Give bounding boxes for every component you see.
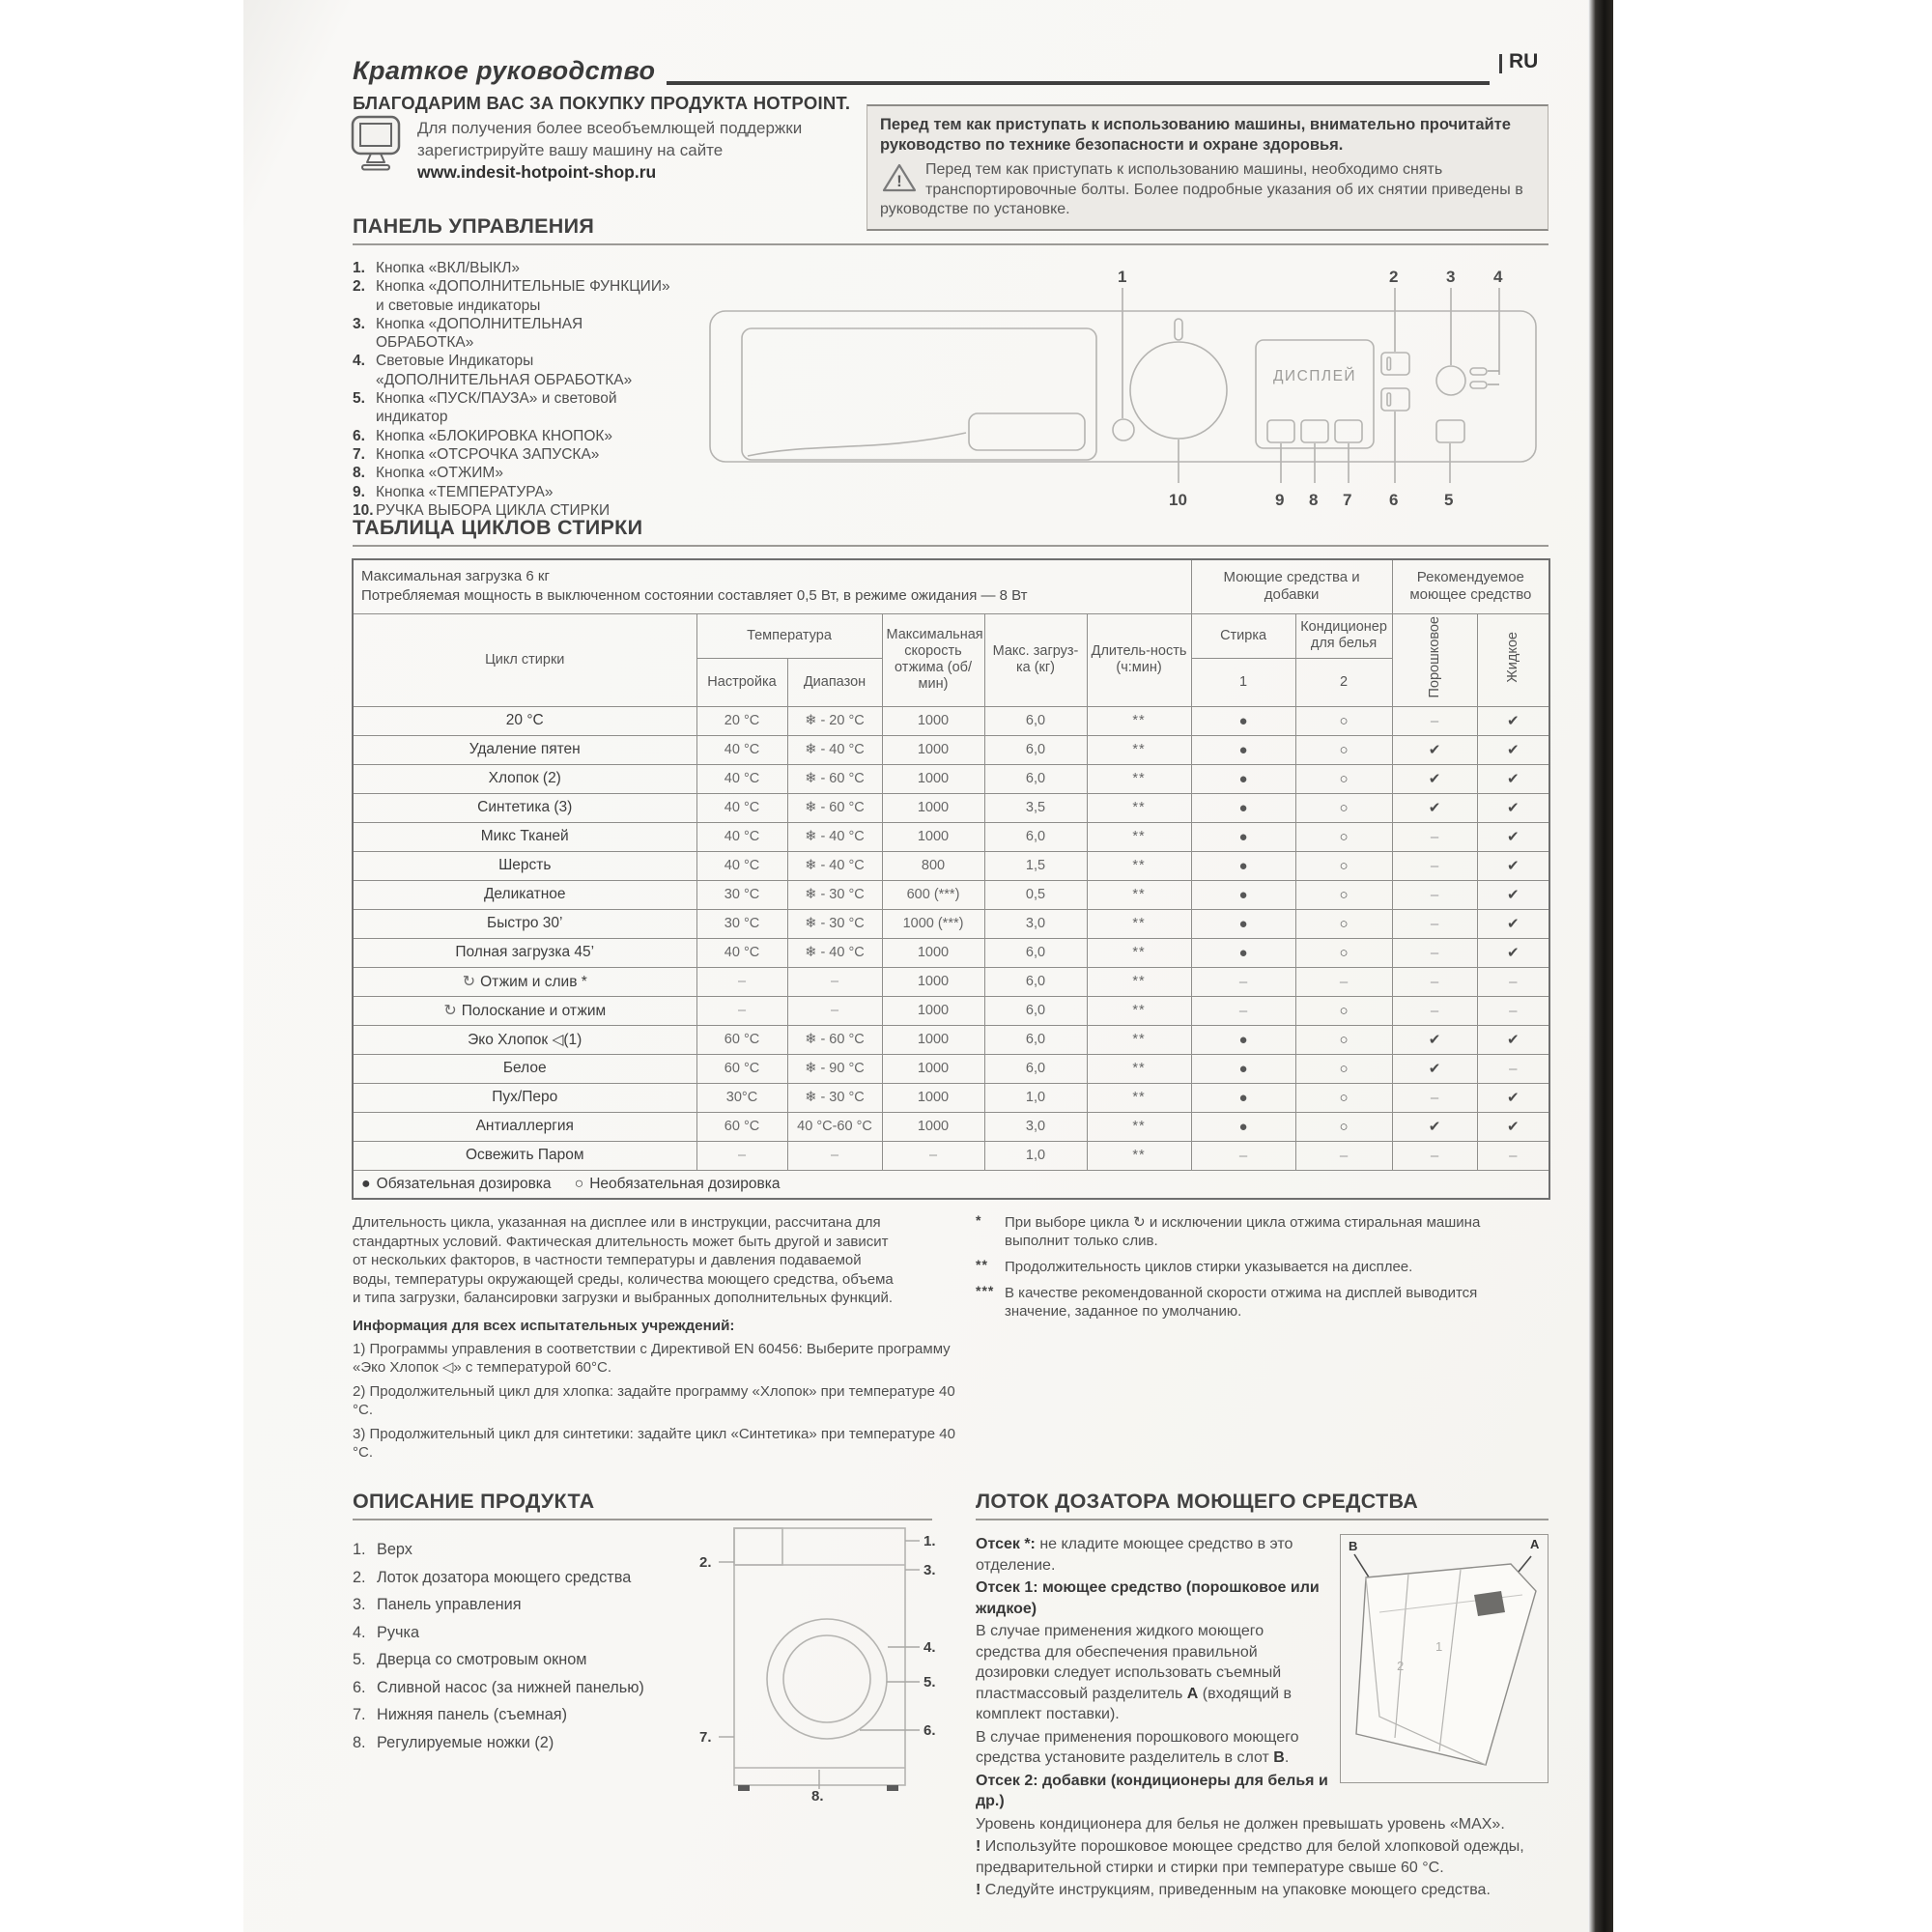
cycle-cell-range: ❄ - 60 °C (787, 1025, 882, 1054)
cycle-cell-soft: ○ (1295, 851, 1392, 880)
rinse-spin-icon: ↻ (443, 1003, 457, 1019)
warning-note: ! Перед тем как приступать к использованию машины, необходимо снять транспортировочные болты. Более подробные указания об их снятии приведены в руководстве по установке. (880, 161, 1523, 217)
group-detergents: Моющие средства и добавки (1191, 559, 1392, 613)
language-tick (1499, 54, 1502, 73)
callout-8: 8 (1309, 491, 1319, 509)
cycle-cell-dur: ** (1087, 735, 1191, 764)
product-list-item: 8. Регулируемые ножки (2) (353, 1733, 554, 1751)
cycle-row (353, 851, 1549, 880)
cycle-cell-dur: ** (1087, 706, 1191, 735)
col-cycle: Цикл стирки (353, 613, 696, 706)
cycle-cell-soft: ○ (1295, 880, 1392, 909)
cycle-cell-liquid: ✔ (1477, 735, 1549, 764)
cycle-cell-speed: 1000 (882, 735, 984, 764)
cycle-cell-range: ❄ - 60 °C (787, 764, 882, 793)
product-list-item: 4. Ручка (353, 1623, 420, 1641)
col-wash-num: 1 (1191, 658, 1295, 706)
cycle-cell-speed: 1000 (882, 1083, 984, 1112)
test-info-item: 3) Продолжительный цикл для синтетики: задайте цикл «Синтетика» при температуре 40 °C. (353, 1425, 955, 1461)
section-rule (353, 545, 1548, 547)
cycle-cell-dur: ** (1087, 822, 1191, 851)
test-info-item: 1) Программы управления в соответствии с Директивой EN 60456: Выберите программу «Эко Хлопок ◁» с температурой 60°C. (353, 1340, 951, 1376)
panel-list-item: 4. Световые Индикаторы «ДОПОЛНИТЕЛЬНАЯ ОБРАБОТКА» (353, 353, 633, 388)
cycle-cell-load: 1,0 (984, 1141, 1087, 1170)
cycle-cell-range: ❄ - 40 °C (787, 851, 882, 880)
cycle-cell-range: ❄ - 60 °C (787, 793, 882, 822)
cycle-name-cell: Антиаллергия (353, 1112, 696, 1141)
cycle-name-cell: Пух/Перо (353, 1083, 696, 1112)
cycle-cell-dur: ** (1087, 1141, 1191, 1170)
cycle-cell-set: 30 °C (696, 880, 787, 909)
cycle-cell-wash: ● (1191, 735, 1295, 764)
warning-box (867, 104, 1548, 231)
cycle-row (353, 706, 1549, 735)
cycle-name-cell: Шерсть (353, 851, 696, 880)
register-online-icon (350, 114, 404, 172)
cycle-cell-wash: ● (1191, 1112, 1295, 1141)
col-liquid: Жидкое (1477, 613, 1549, 706)
cycle-cell-speed: 600 (***) (882, 880, 984, 909)
cycle-cell-soft: ○ (1295, 996, 1392, 1025)
callout-4: 4 (1493, 268, 1503, 286)
cycle-cell-set: – (696, 967, 787, 996)
delay-button-glyph (1335, 420, 1362, 442)
cycle-cell-liquid: – (1477, 996, 1549, 1025)
dispenser-paragraph: ! Используйте порошковое моющее средство для белой хлопковой одежды, предварительной стирки и стирки при температуре свыше 60 °C. (976, 1838, 1524, 1876)
cycle-cell-powder: – (1392, 909, 1477, 938)
cycle-cell-set: 60 °C (696, 1054, 787, 1083)
cycle-cell-dur: ** (1087, 1025, 1191, 1054)
cycle-cell-load: 6,0 (984, 1025, 1087, 1054)
cycle-cell-dur: ** (1087, 880, 1191, 909)
cycle-cell-wash: ● (1191, 1054, 1295, 1083)
cycle-cell-liquid: ✔ (1477, 909, 1549, 938)
cycle-cell-wash: ● (1191, 793, 1295, 822)
cycle-cell-liquid: ✔ (1477, 822, 1549, 851)
cycle-cell-liquid: ✔ (1477, 764, 1549, 793)
machine-callout-8: 8. (811, 1788, 824, 1803)
cycle-cell-wash: – (1191, 1141, 1295, 1170)
callout-7: 7 (1343, 491, 1352, 509)
cycle-cell-powder: – (1392, 880, 1477, 909)
language-badge: RU (1509, 50, 1539, 72)
cycle-cell-speed: 1000 (882, 1025, 984, 1054)
cycle-cell-load: 6,0 (984, 967, 1087, 996)
cycle-row (353, 1112, 1549, 1141)
cycle-name-cell: Хлопок (2) (353, 764, 696, 793)
cycle-cell-range: 40 °C-60 °C (787, 1112, 882, 1141)
footnotes-left (353, 1213, 976, 1462)
extra-functions-button-glyph (1381, 353, 1409, 375)
machine-callout-7: 7. (699, 1729, 712, 1746)
cycle-cell-set: 40 °C (696, 764, 787, 793)
power-button-glyph (1113, 419, 1134, 440)
cycle-cell-soft: ○ (1295, 706, 1392, 735)
duration-note: Длительность цикла, указанная на дисплее или в инструкции, рассчитана для стандартных условий. Фактическая длительность может быть другой и зависит от нескольких факторов, в частности температуры и давления подаваемой воды, температуры окружающей среды, количества моющего средства, объема и типа загрузки, балансировки загрузки и выбранных дополнительных функций. (353, 1214, 894, 1306)
test-info-item: 2) Продолжительный цикл для хлопка: задайте программу «Хлопок» при температуре 40 °C. (353, 1382, 955, 1418)
cycle-cell-load: 1,0 (984, 1083, 1087, 1112)
cycle-cell-soft: ○ (1295, 1112, 1392, 1141)
cycle-cell-powder: ✔ (1392, 1054, 1477, 1083)
cycle-cell-speed: 1000 (882, 996, 984, 1025)
cycle-cell-load: 6,0 (984, 735, 1087, 764)
cycle-cell-dur: ** (1087, 909, 1191, 938)
panel-list-item: 1. Кнопка «ВКЛ/ВЫКЛ» (353, 260, 520, 276)
panel-list-item: 7. Кнопка «ОТСРОЧКА ЗАПУСКА» (353, 445, 600, 463)
cycle-cell-wash: ● (1191, 851, 1295, 880)
cycle-row (353, 822, 1549, 851)
cycle-row (353, 880, 1549, 909)
cycle-cell-set: 20 °C (696, 706, 787, 735)
cycle-cell-set: 40 °C (696, 735, 787, 764)
cycle-cell-liquid: – (1477, 1054, 1549, 1083)
cycle-cell-liquid: ✔ (1477, 851, 1549, 880)
indicator-led-glyph (1470, 368, 1487, 375)
cycle-table (352, 558, 1550, 1200)
cycle-cell-set: 60 °C (696, 1025, 787, 1054)
cycle-cell-dur: ** (1087, 793, 1191, 822)
cycle-cell-wash: ● (1191, 822, 1295, 851)
col-temperature: Температура (696, 613, 882, 658)
page-edge-shadow (1588, 0, 1613, 1932)
cycle-cell-soft: ○ (1295, 909, 1392, 938)
display-outline (1256, 340, 1374, 448)
cycle-cell-soft: ○ (1295, 1054, 1392, 1083)
cycle-cell-speed: 800 (882, 851, 984, 880)
cycle-cell-range: ❄ - 40 °C (787, 822, 882, 851)
warning-bold-text: Перед тем как приступать к использованию машины, внимательно прочитайте руководство по технике безопасности и охране здоровья. (880, 116, 1511, 154)
cycle-cell-range: ❄ - 30 °C (787, 880, 882, 909)
cycle-cell-speed: 1000 (882, 706, 984, 735)
cycle-row (353, 793, 1549, 822)
cycle-cell-dur: ** (1087, 1054, 1191, 1083)
cycle-cell-set: – (696, 1141, 787, 1170)
cycle-cell-powder: ✔ (1392, 1025, 1477, 1054)
cycle-cell-soft: ○ (1295, 1025, 1392, 1054)
cycle-cell-soft: – (1295, 967, 1392, 996)
cycle-cell-liquid: ✔ (1477, 1025, 1549, 1054)
cycle-cell-liquid: ✔ (1477, 793, 1549, 822)
test-info-heading: Информация для всех испытательных учреждений: (353, 1317, 735, 1334)
cycle-cell-liquid: ✔ (1477, 1112, 1549, 1141)
register-text: Для получения более всеобъемлющей поддержки зарегистрируйте вашу машину на сайте www.indesit-hotpoint-shop.ru (417, 118, 881, 184)
test-info-items (353, 1340, 976, 1462)
cycle-cell-wash: ● (1191, 1083, 1295, 1112)
key-lock-button-glyph (1381, 388, 1409, 411)
cycle-row (353, 1054, 1549, 1083)
start-pause-button-glyph (1436, 420, 1464, 442)
cycle-cell-speed: 1000 (882, 793, 984, 822)
cycle-cell-set: 40 °C (696, 938, 787, 967)
cycle-cell-soft: ○ (1295, 735, 1392, 764)
washing-machine-diagram (667, 1509, 947, 1803)
cycle-cell-load: 6,0 (984, 938, 1087, 967)
divider-insert-glyph (1474, 1591, 1505, 1616)
cycle-cell-wash: – (1191, 967, 1295, 996)
title-rule (667, 81, 1490, 85)
cycle-cell-powder: – (1392, 851, 1477, 880)
dispenser-paragraph: В случае применения порошкового моющего средства установите разделитель в слот B. (976, 1728, 1299, 1766)
paper-sheet (243, 0, 1588, 1932)
cycle-name-cell: Быстро 30’ (353, 909, 696, 938)
panel-list-item: 6. Кнопка «БЛОКИРОВКА КНОПОК» (353, 427, 613, 444)
spin-button-glyph (1301, 420, 1328, 442)
cycle-cell-load: 6,0 (984, 764, 1087, 793)
warning-triangle-icon (882, 162, 917, 194)
divider-a-label: A (1530, 1537, 1540, 1551)
drawer-slot-1-label: 1 (1435, 1639, 1443, 1654)
cycle-cell-set: 40 °C (696, 822, 787, 851)
cycle-cell-load: 6,0 (984, 996, 1087, 1025)
col-temp-range: Диапазон (787, 658, 882, 706)
cycle-cell-dur: ** (1087, 764, 1191, 793)
cycle-cell-range: – (787, 1141, 882, 1170)
cycle-row (353, 735, 1549, 764)
dispenser-paragraph: В случае применения жидкого моющего средства для обеспечения правильной дозировки следует использовать съемный пластмассовый разделитель A (входящий в комплект поставки). (976, 1623, 1292, 1722)
machine-callout-4: 4. (923, 1639, 936, 1656)
callout-10: 10 (1169, 491, 1187, 509)
cycle-cell-powder: – (1392, 1141, 1477, 1170)
machine-callout-5: 5. (923, 1674, 936, 1690)
section-rule (976, 1519, 1548, 1520)
cycle-cell-soft: ○ (1295, 1083, 1392, 1112)
door-glyph (767, 1619, 887, 1739)
cycle-cell-set: 30°C (696, 1083, 787, 1112)
drawer-slot-2-label: 2 (1397, 1659, 1405, 1673)
divider-slot-b-label: B (1349, 1539, 1358, 1553)
cycle-cell-dur: ** (1087, 1112, 1191, 1141)
spin-drain-icon: ↻ (462, 974, 476, 990)
cycle-cell-range: – (787, 967, 882, 996)
cycle-cell-dur: ** (1087, 967, 1191, 996)
cycle-cell-load: 3,5 (984, 793, 1087, 822)
panel-list-item: 3. Кнопка «ДОПОЛНИТЕЛЬНАЯ ОБРАБОТКА» (353, 315, 583, 352)
cycle-name-cell: Удаление пятен (353, 735, 696, 764)
footnotes-right (976, 1213, 1531, 1328)
footnote-item: * При выборе цикла ↻ и исключении цикла отжима стиральная машина выполнит только слив. (976, 1212, 1481, 1249)
cycle-row (353, 996, 1549, 1025)
cycle-cell-set: 40 °C (696, 851, 787, 880)
col-max-load: Макс. загруз-ка (кг) (984, 613, 1087, 706)
cycle-cell-liquid: – (1477, 967, 1549, 996)
cycle-cell-range: ❄ - 30 °C (787, 909, 882, 938)
product-list-item: 5. Дверца со смотровым окном (353, 1651, 587, 1668)
cycle-row (353, 909, 1549, 938)
cycle-cell-dur: ** (1087, 996, 1191, 1025)
panel-list-item: 5. Кнопка «ПУСК/ПАУЗА» и световой индикатор (353, 390, 617, 426)
cycle-name-cell: Эко Хлопок ◁(1) (353, 1025, 696, 1054)
group-recommended: Рекомендуемое моющее средство (1392, 559, 1549, 613)
cycle-cell-liquid: ✔ (1477, 706, 1549, 735)
dispenser-paragraph: Уровень кондиционера для белья не должен превышать уровень «MAX». (976, 1815, 1505, 1833)
section-dispenser-heading: ЛОТОК ДОЗАТОРА МОЮЩЕГО СРЕДСТВА (976, 1490, 1419, 1513)
cycle-cell-speed: 1000 (882, 822, 984, 851)
product-list (353, 1536, 677, 1756)
section-product-heading: ОПИСАНИЕ ПРОДУКТА (353, 1490, 595, 1513)
cycle-cell-load: 3,0 (984, 1112, 1087, 1141)
cycle-row (353, 1083, 1549, 1112)
cycle-row (353, 967, 1549, 996)
product-list-item: 3. Панель управления (353, 1596, 522, 1613)
cycle-cell-wash: ● (1191, 909, 1295, 938)
cycle-name-cell: Микс Тканей (353, 822, 696, 851)
cycle-cell-load: 0,5 (984, 880, 1087, 909)
cycle-name-cell: 20 °C (353, 706, 696, 735)
cycle-cell-liquid: ✔ (1477, 1083, 1549, 1112)
registration-url: www.indesit-hotpoint-shop.ru (417, 162, 657, 182)
cycle-cell-wash: ● (1191, 1025, 1295, 1054)
footnote-item: *** В качестве рекомендованной скорости отжима на дисплей выводится значение, заданное по умолчанию. (976, 1283, 1478, 1320)
cycle-cell-range: ❄ - 30 °C (787, 1083, 882, 1112)
cycle-cell-wash: – (1191, 996, 1295, 1025)
cycle-name-cell: Деликатное (353, 880, 696, 909)
col-softener-num: 2 (1295, 658, 1392, 706)
cycle-cell-soft: – (1295, 1141, 1392, 1170)
callout-5: 5 (1444, 491, 1454, 509)
cycle-cell-speed: 1000 (882, 967, 984, 996)
cycle-row (353, 1141, 1549, 1170)
cycle-cell-powder: ✔ (1392, 735, 1477, 764)
display-label: ДИСПЛЕЙ (1272, 368, 1357, 384)
cycle-name-cell: ↻ Отжим и слив * (353, 967, 696, 996)
cycle-cell-powder: – (1392, 1083, 1477, 1112)
panel-list-item: 10. РУЧКА ВЫБОРА ЦИКЛА СТИРКИ (353, 501, 611, 519)
cycle-cell-powder: ✔ (1392, 764, 1477, 793)
cycle-cell-dur: ** (1087, 851, 1191, 880)
callout-2: 2 (1389, 268, 1399, 286)
indicator-led-glyph (1470, 382, 1487, 388)
cycle-cell-speed: 1000 (882, 764, 984, 793)
panel-list-item: 8. Кнопка «ОТЖИМ» (353, 465, 503, 482)
col-temp-setting: Настройка (696, 658, 787, 706)
cycle-cell-soft: ○ (1295, 793, 1392, 822)
cycle-cell-set: 30 °C (696, 909, 787, 938)
product-list-item: 2. Лоток дозатора моющего средства (353, 1568, 632, 1586)
cycle-cell-powder: – (1392, 706, 1477, 735)
cycle-name-cell: ↻ Полоскание и отжим (353, 996, 696, 1025)
col-softener: Кондиционер для белья (1295, 613, 1392, 658)
cycle-cell-range: ❄ - 40 °C (787, 938, 882, 967)
product-list-item: 7. Нижняя панель (съемная) (353, 1706, 568, 1723)
footnote-item: ** Продолжительность циклов стирки указывается на дисплее. (976, 1257, 1413, 1275)
machine-callout-6: 6. (923, 1722, 936, 1739)
cycle-cell-liquid: ✔ (1477, 938, 1549, 967)
extra-care-button-glyph (1436, 366, 1465, 395)
table-legend: ● Обязательная дозировка ○ Необязательная дозировка (353, 1170, 1549, 1199)
cycle-cell-powder: – (1392, 967, 1477, 996)
control-panel-diagram (676, 230, 1550, 520)
dispenser-paragraph: Отсек 1: моющее средство (порошковое или жидкое) (976, 1579, 1320, 1617)
col-powder: Порошковое (1392, 613, 1477, 706)
cycle-cell-set: 40 °C (696, 793, 787, 822)
cycle-cell-speed: 1000 (882, 938, 984, 967)
cycle-cell-liquid: – (1477, 1141, 1549, 1170)
panel-list-item: 9. Кнопка «ТЕМПЕРАТУРА» (353, 483, 554, 500)
dispenser-paragraph: ! Следуйте инструкциям, приведенным на упаковке моющего средства. (976, 1882, 1491, 1898)
cycle-cell-range: ❄ - 20 °C (787, 706, 882, 735)
dispenser-body (976, 1534, 1548, 1903)
cycle-cell-dur: ** (1087, 1083, 1191, 1112)
cycle-cell-set: 60 °C (696, 1112, 787, 1141)
cycle-cell-range: – (787, 996, 882, 1025)
cycle-cell-load: 6,0 (984, 822, 1087, 851)
dispenser-paragraph: Отсек 2: добавки (кондиционеры для белья и др.) (976, 1772, 1328, 1809)
control-panel-list (353, 259, 679, 520)
cycle-cell-soft: ○ (1295, 764, 1392, 793)
callout-1: 1 (1118, 268, 1127, 286)
cycle-cell-load: 3,0 (984, 909, 1087, 938)
thanks-title: БЛАГОДАРИМ ВАС ЗА ПОКУПКУ ПРОДУКТА HOTPOINT. (353, 93, 851, 113)
cycle-cell-powder: – (1392, 938, 1477, 967)
col-duration: Длитель-ность (ч:мин) (1087, 613, 1191, 706)
cycle-cell-powder: ✔ (1392, 1112, 1477, 1141)
cycle-cell-range: ❄ - 90 °C (787, 1054, 882, 1083)
cycle-cell-wash: ● (1191, 938, 1295, 967)
cycle-cell-speed: 1000 (882, 1054, 984, 1083)
product-list-item: 6. Сливной насос (за нижней панелью) (353, 1678, 644, 1696)
dispenser-paragraph: Отсек *: не кладите моющее средство в это отделение. (976, 1536, 1293, 1574)
dispenser-figure (1340, 1534, 1548, 1783)
page-title: Краткое руководство (353, 56, 656, 85)
cycle-row (353, 938, 1549, 967)
cycle-knob-glyph (1130, 342, 1227, 439)
cycle-cell-wash: ● (1191, 880, 1295, 909)
cycle-cell-soft: ○ (1295, 822, 1392, 851)
cycle-cell-soft: ○ (1295, 938, 1392, 967)
callout-3: 3 (1446, 268, 1456, 286)
cycle-name-cell: Освежить Паром (353, 1141, 696, 1170)
cycle-name-cell: Синтетика (3) (353, 793, 696, 822)
dispenser-drawer-diagram (1341, 1535, 1548, 1782)
cycle-cell-set: – (696, 996, 787, 1025)
cycle-cell-powder: – (1392, 996, 1477, 1025)
section-cycle-table-heading: ТАБЛИЦА ЦИКЛОВ СТИРКИ (353, 516, 643, 539)
cycle-cell-load: 6,0 (984, 1054, 1087, 1083)
cycle-cell-powder: ✔ (1392, 793, 1477, 822)
col-spin-speed: Максимальная скорость отжима (об/мин) (882, 613, 984, 706)
cycle-row (353, 1025, 1549, 1054)
cycle-cell-speed: 1000 (***) (882, 909, 984, 938)
cycle-row (353, 764, 1549, 793)
callout-9: 9 (1275, 491, 1285, 509)
machine-callout-1: 1. (923, 1533, 936, 1549)
temperature-button-glyph (1267, 420, 1294, 442)
cycle-cell-load: 6,0 (984, 706, 1087, 735)
cycle-cell-wash: ● (1191, 706, 1295, 735)
cycle-cell-load: 1,5 (984, 851, 1087, 880)
cycle-cell-speed: – (882, 1141, 984, 1170)
section-control-panel-heading: ПАНЕЛЬ УПРАВЛЕНИЯ (353, 214, 595, 238)
cycle-name-cell: Полная загрузка 45’ (353, 938, 696, 967)
cycle-cell-dur: ** (1087, 938, 1191, 967)
cycle-cell-powder: – (1392, 822, 1477, 851)
col-wash: Стирка (1191, 613, 1295, 658)
machine-callout-2: 2. (699, 1554, 712, 1571)
product-list-item: 1. Верх (353, 1541, 412, 1558)
cycle-cell-speed: 1000 (882, 1112, 984, 1141)
machine-callout-3: 3. (923, 1562, 936, 1578)
panel-list-item: 2. Кнопка «ДОПОЛНИТЕЛЬНЫЕ ФУНКЦИИ» и световые индикаторы (353, 278, 670, 314)
cycle-cell-liquid: ✔ (1477, 880, 1549, 909)
svg-text:!: ! (896, 172, 902, 190)
cycle-cell-wash: ● (1191, 764, 1295, 793)
cycle-cell-range: ❄ - 40 °C (787, 735, 882, 764)
cycle-name-cell: Белое (353, 1054, 696, 1083)
table-info-cell: Максимальная загрузка 6 кг Потребляемая мощность в выключенном состоянии составляет 0,5 Вт, в режиме ожидания — 8 Вт (353, 559, 1191, 613)
callout-6: 6 (1389, 491, 1399, 509)
